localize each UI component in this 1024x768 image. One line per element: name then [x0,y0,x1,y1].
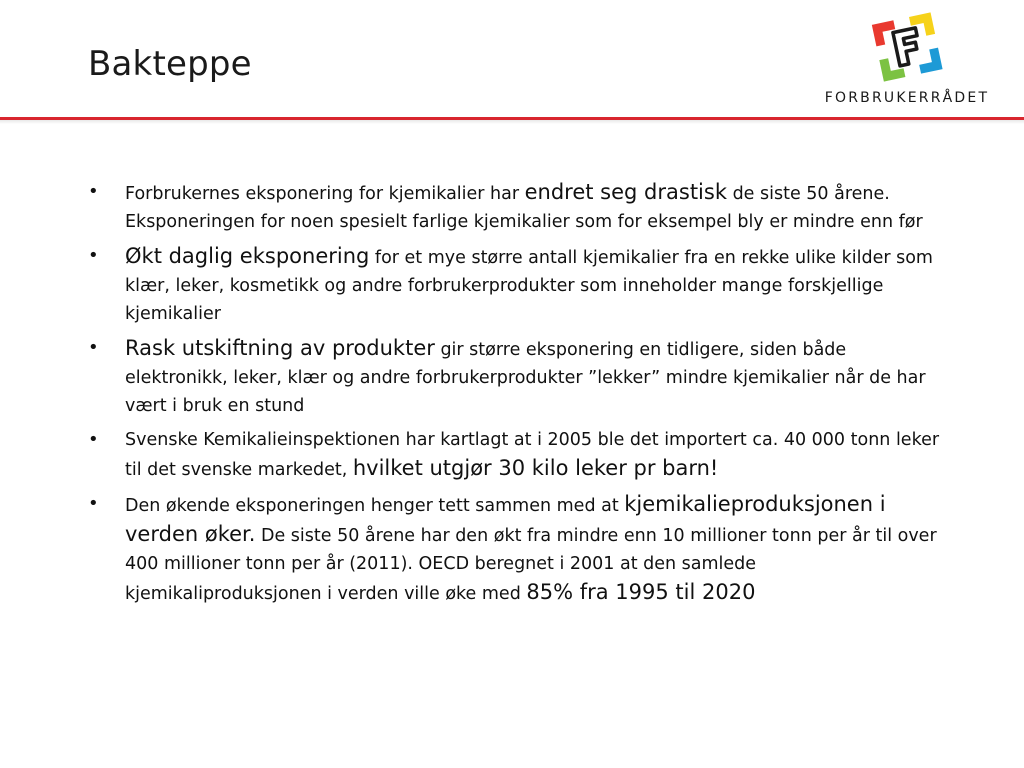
bullet-emphasis-text: endret seg drastisk [524,180,727,204]
bullet-item [88,178,948,236]
bullet-emphasis-text: kjemikalieproduksjonen i verden øker. [125,492,886,546]
bullet-list [88,178,948,614]
logo-mark-icon [859,6,955,86]
slide-title: Bakteppe [88,44,252,84]
bullet-text: de siste 50 årene. Eksponeringen for noen spesielt farlige kjemikalier som for eksempel bly er mindre enn før [125,184,923,232]
bullet-text: Svenske Kemikalieinspektionen har kartlagt at i 2005 ble det importert ca. 40 000 tonn leker til det svenske markedet, [125,430,940,480]
bullet-emphasis-text: Økt daglig eksponering [125,244,370,268]
bullet-item [88,242,948,328]
bullet-text: De siste 50 årene har den økt fra mindre enn 10 millioner tonn per år til over 400 millioner tonn per år (2011). OECD beregnet i 2001 at den samlede kjemikaliproduksjonen i verden ville øke med [125,526,937,604]
bullet-item [88,426,948,484]
bullet-emphasis-text: hvilket utgjør 30 kilo leker pr barn! [352,456,719,480]
bullet-text: Den økende eksponeringen henger tett sammen med at [125,496,625,516]
logo-wordmark: FORBRUKERRÅDET [824,90,990,106]
bullet-emphasis-text: Rask utskiftning av produkter [125,336,435,360]
bullet-emphasis-text: 85% fra 1995 til 2020 [526,580,756,604]
bullet-text: gir større eksponering en tidligere, siden både elektronikk, leker, klær og andre forbrukerprodukter ”lekker” mindre kjemikalier når de har vært i bruk en stund [125,340,926,416]
forbrukerradet-logo [822,6,992,106]
bullet-item [88,490,948,608]
bullet-text: for et mye større antall kjemikalier fra en rekke ulike kilder som klær, leker, kosmetikk og andre forbrukerprodukter som inneholder mange forskjellige kjemikalier [125,248,933,324]
bullet-item [88,334,948,420]
bullet-text: Forbrukernes eksponering for kjemikalier har [125,184,525,204]
title-divider-shadow [0,120,1024,124]
